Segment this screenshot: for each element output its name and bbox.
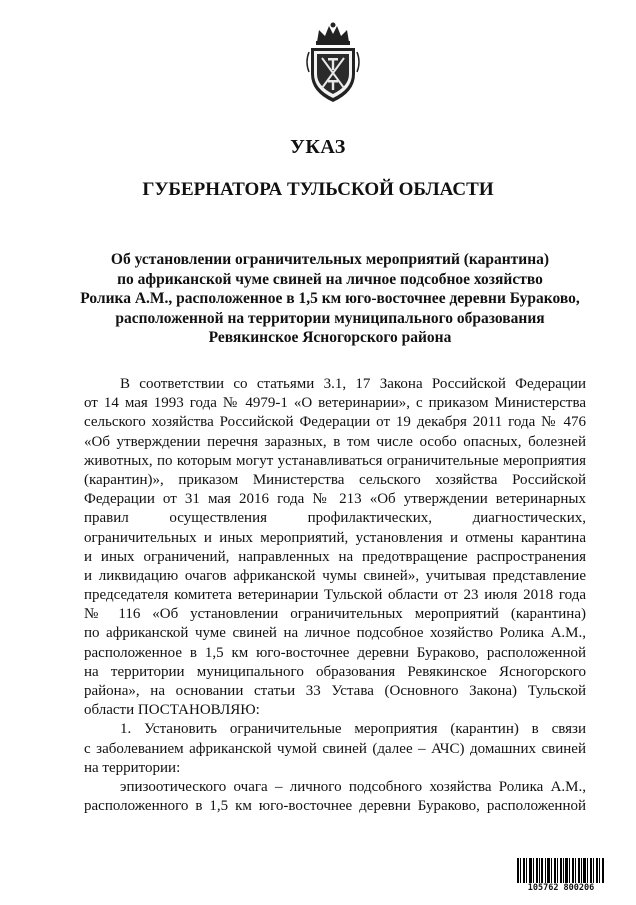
decree-heading — [60, 250, 600, 348]
body-line: на территории: — [84, 759, 181, 776]
body-line: с заболеванием африканской чумой свиней (далее – АЧС) домашних свиней — [84, 740, 586, 757]
body-line: и иных ограничений, направленных на предотвращение распространения — [84, 548, 586, 565]
heading-line: Об установлении ограничительных мероприятий (карантина) — [110, 251, 550, 268]
decree-body — [84, 375, 586, 816]
body-line: эпизоотического очага – личного подсобного хозяйства Ролика А.М., — [120, 778, 586, 795]
heading-line: по африканской чуме свиней на личное подсобное хозяйство — [117, 270, 543, 288]
body-line: председателя комитета ветеринарии Тульской области от 23 июля 2018 года — [84, 587, 586, 604]
heading-line: Ролика А.М., расположенное в 1,5 км юго-восточнее деревни Бураково, — [80, 290, 580, 307]
body-line: по африканской чуме свиней на личное подсобное хозяйство Ролика А.М., — [84, 625, 586, 642]
body-line: «Об утверждении перечня заразных, в том числе особо опасных, болезней — [84, 433, 586, 450]
body-line: правил осуществления профилактических, диагностических, — [84, 510, 586, 527]
body-line: от 14 мая 1993 года № 4979-1 «О ветеринарии», с приказом Министерства — [84, 395, 586, 412]
body-line: Федерации от 31 мая 2016 года № 213 «Об утверждении ветеринарных — [84, 491, 586, 508]
body-line: района», на основании статьи 33 Устава (Основного Закона) Тульской — [84, 683, 586, 699]
body-line: сельского хозяйства Российской Федерации от 19 декабря 2011 года № 476 — [84, 414, 586, 431]
body-line: (карантин)», приказом Министерства сельского хозяйства Российской — [84, 471, 586, 488]
heading-line: расположенной на территории муниципального образования — [115, 309, 545, 327]
document-title: УКАЗ — [290, 136, 346, 158]
barcode-number: 105762 800206 — [516, 883, 606, 894]
body-line: области ПОСТАНОВЛЯЮ: — [84, 702, 260, 719]
document-subtitle: ГУБЕРНАТОРА ТУЛЬСКОЙ ОБЛАСТИ — [142, 179, 494, 200]
body-line: № 116 «Об установлении ограничительных мероприятий (карантина) — [84, 606, 586, 623]
body-line: животных, по которым могут устанавливаться ограничительные мероприятия — [84, 452, 586, 469]
body-line: расположенного в 1,5 км юго-восточнее деревни Бураково, расположенной — [84, 798, 586, 815]
body-line: и ликвидацию очагов африканской чумы свиней», учитывая представление — [84, 567, 586, 584]
heading-line: Ревякинское Ясногорского района — [208, 329, 452, 346]
body-line: расположенное в 1,5 км юго-восточнее деревни Бураково, расположенной — [84, 644, 586, 661]
body-line: В соответствии со статьями 3.1, 17 Закона Российской Федерации — [120, 376, 586, 392]
body-line: на территории муниципального образования Ревякинское Ясногорского — [84, 663, 586, 680]
tula-coat-of-arms-icon — [303, 22, 363, 104]
body-line: 1. Установить ограничительные мероприятия (карантин) в связи — [120, 721, 586, 738]
body-line: ограничительных и иных мероприятий, установления и отмены карантина — [84, 529, 586, 546]
